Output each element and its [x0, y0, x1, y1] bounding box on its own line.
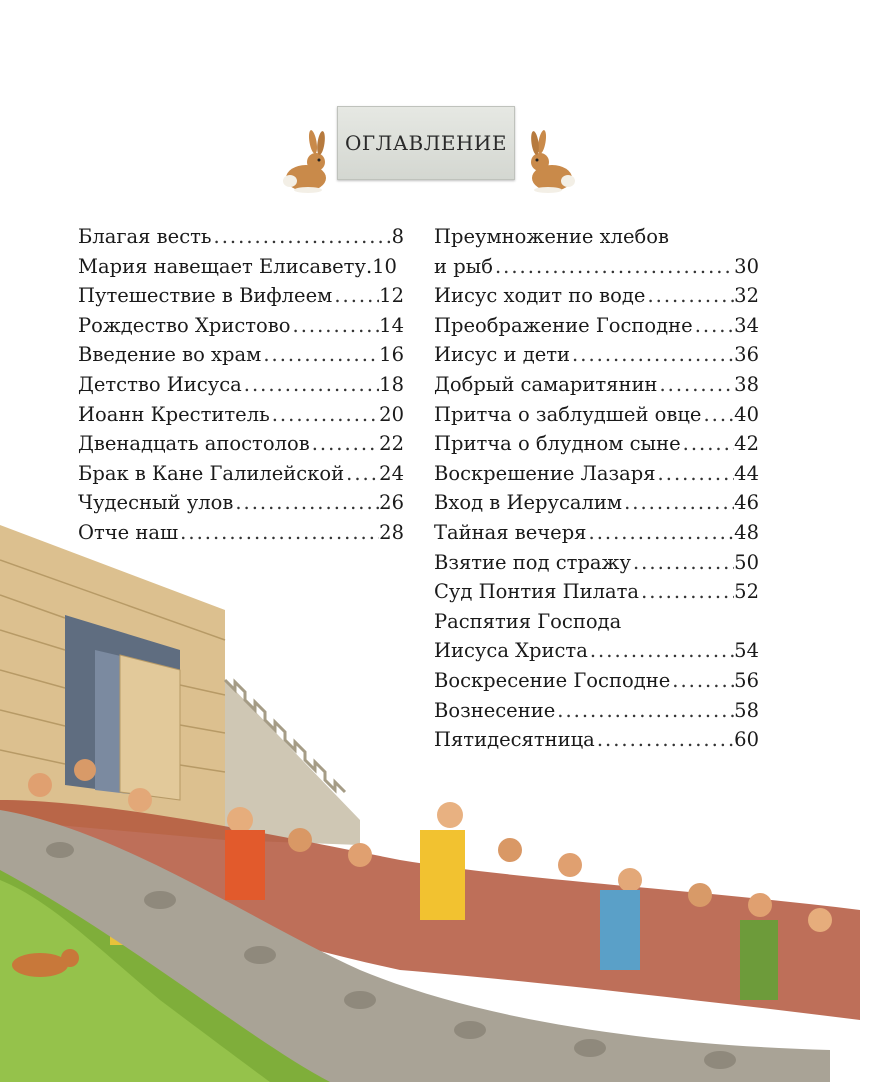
toc-entry[interactable]: Преумножение хлебов: [434, 225, 669, 248]
toc-entry[interactable]: Иисус ходит по воде ..... 32: [434, 281, 759, 311]
toc-entry[interactable]: Детство Иисуса ..... 18: [78, 370, 404, 400]
toc-entry[interactable]: Суд Понтия Пилата ..... 52: [434, 577, 759, 607]
toc-entry[interactable]: Притча о блудном сыне ..... 42: [434, 429, 759, 459]
rabbit-right-icon: [526, 128, 580, 194]
toc-entry[interactable]: Иоанн Креститель ..... 20: [78, 400, 404, 430]
toc-left-column: [78, 222, 404, 548]
toc-entry[interactable]: Введение во храм ..... 16: [78, 340, 404, 370]
toc-entry[interactable]: Тайная вечеря ..... 48: [434, 518, 759, 548]
toc-entry[interactable]: Притча о заблудшей овце ..... 40: [434, 400, 759, 430]
toc-entry[interactable]: Мария навещает Елисавету. 10: [78, 254, 397, 278]
toc-entry[interactable]: Иисуса Христа ..... 54: [434, 636, 759, 666]
toc-entry[interactable]: Отче наш ..... 28: [78, 518, 404, 548]
toc-entry[interactable]: Взятие под стражу ..... 50: [434, 548, 759, 578]
toc-entry[interactable]: Пятидесятница ..... 60: [434, 725, 759, 755]
toc-heading-plate: [337, 106, 515, 180]
toc-entry[interactable]: Рождество Христово ..... 14: [78, 311, 404, 341]
toc-entry[interactable]: Распятия Господа: [434, 609, 622, 633]
toc-entry[interactable]: Иисус и дети ..... 36: [434, 340, 759, 370]
rabbit-left-icon: [276, 128, 330, 194]
toc-entry[interactable]: Чудесный улов ..... 26: [78, 488, 404, 518]
toc-entry[interactable]: Путешествие в Вифлеем ..... 12: [78, 281, 404, 311]
toc-entry[interactable]: Вознесение ..... 58: [434, 696, 759, 726]
toc-entry[interactable]: Брак в Кане Галилейской ..... 24: [78, 459, 404, 489]
toc-entry[interactable]: и рыб ..... 30: [434, 252, 759, 282]
toc-entry[interactable]: Благая весть ..... 8: [78, 222, 404, 252]
toc-entry[interactable]: Двенадцать апостолов ..... 22: [78, 429, 404, 459]
toc-entry[interactable]: Преображение Господне ..... 34: [434, 311, 759, 341]
toc-entry[interactable]: Воскрешение Лазаря ..... 44: [434, 459, 759, 489]
illustration-triumphal-entry: [0, 500, 874, 1082]
toc-heading: ОГЛАВЛЕНИЕ: [345, 131, 507, 155]
toc-entry[interactable]: Воскресение Господне ..... 56: [434, 666, 759, 696]
toc-entry[interactable]: Добрый самаритянин ..... 38: [434, 370, 759, 400]
toc-entry[interactable]: Вход в Иерусалим ..... 46: [434, 488, 759, 518]
